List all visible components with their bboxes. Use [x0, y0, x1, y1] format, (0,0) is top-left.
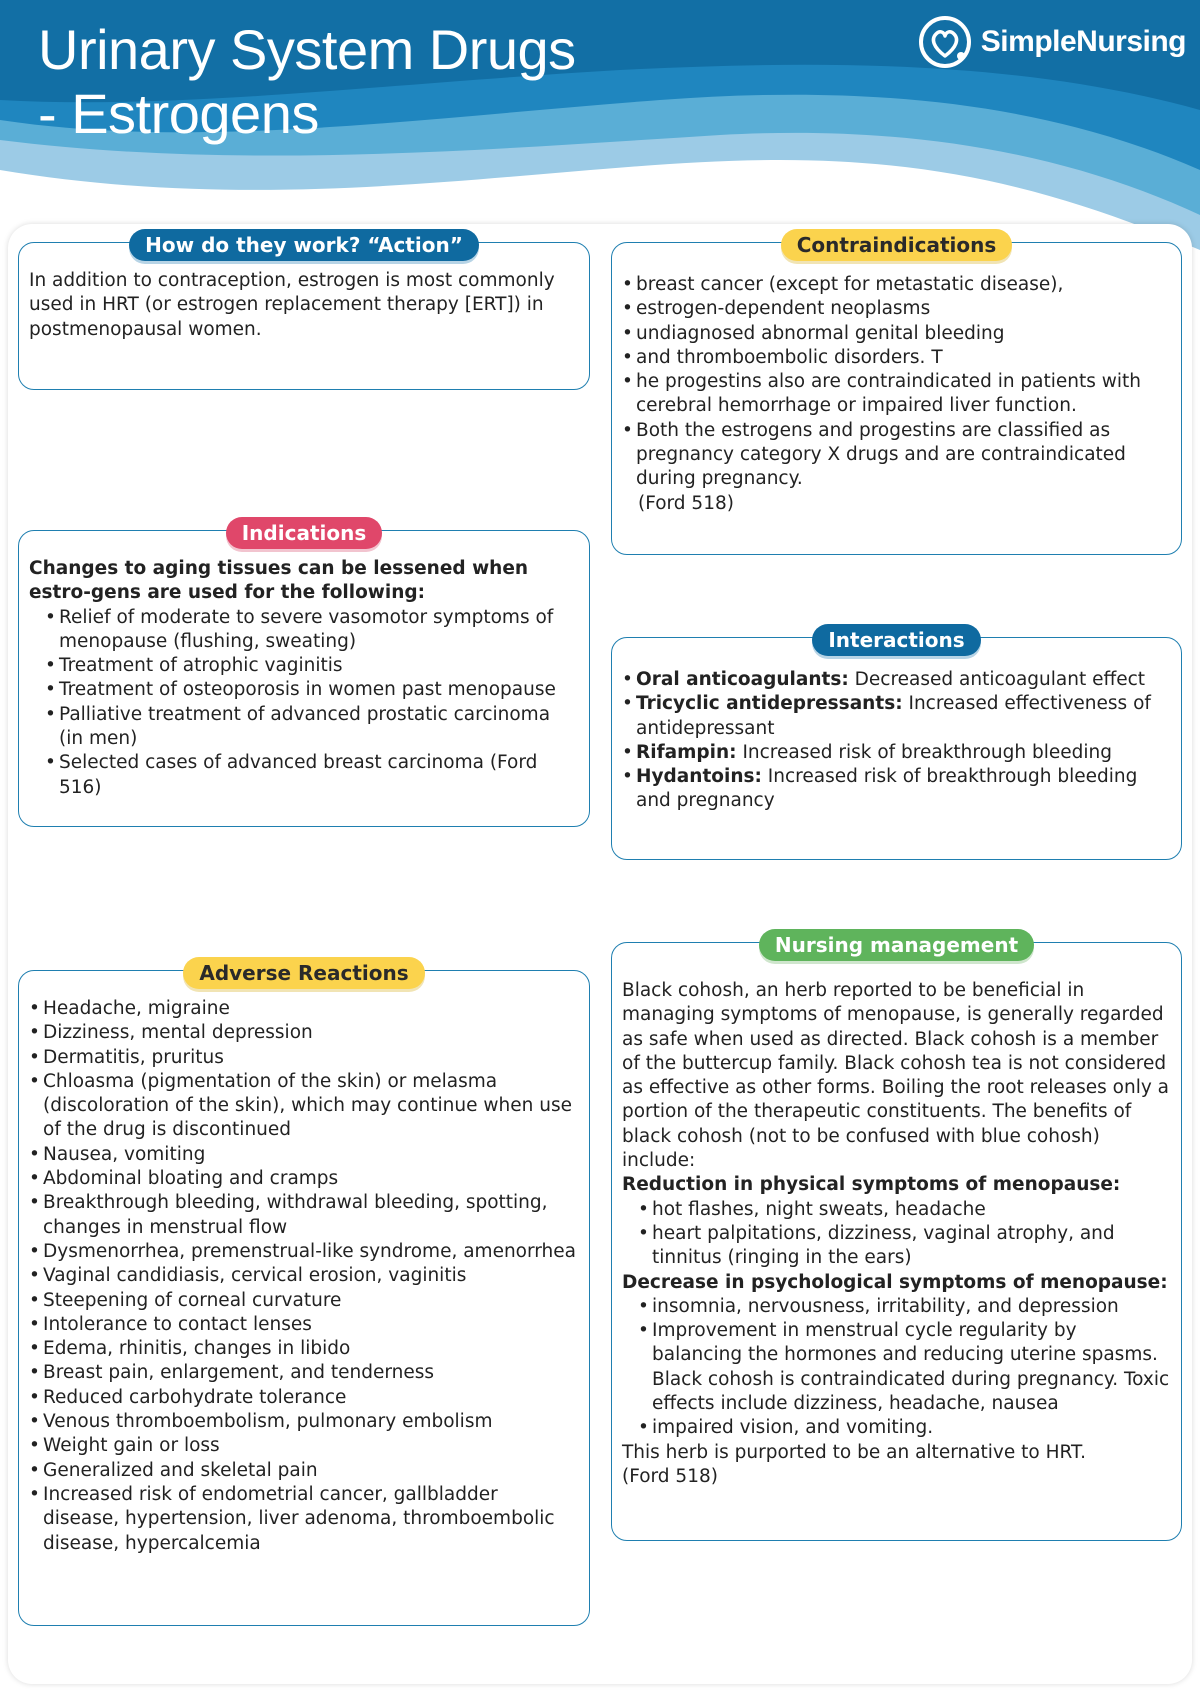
list-item: • Selected cases of advanced breast carcinoma (Ford 516) — [45, 751, 579, 800]
page-title-line1: Urinary System Drugs — [38, 18, 576, 81]
drug-effect: Decreased anticoagulant effect — [848, 669, 1146, 690]
physical-list — [622, 1198, 1171, 1271]
list-item: • Intolerance to contact lenses — [29, 1313, 579, 1337]
list-item: • breast cancer (except for metastatic disease), — [622, 273, 1171, 297]
card-action — [18, 233, 590, 390]
page-title-line2: - Estrogens — [38, 82, 319, 145]
drug-name: Hydantoins: — [636, 766, 762, 788]
list-item: • Steepening of corneal curvature — [29, 1289, 579, 1313]
list-item — [622, 692, 1171, 741]
list-item: • Improvement in menstrual cycle regularity by balancing the hormones and reducing uterine spasms. Black cohosh is contraindicated during pregnancy. Toxic effects include dizziness, headache, nausea — [638, 1319, 1171, 1416]
list-item: • hot flashes, night sweats, headache — [638, 1198, 1171, 1222]
card-adverse-reactions — [18, 961, 590, 1626]
drug-effect: Increased effectiveness of antidepressant — [636, 693, 1151, 739]
card-nursing-management — [611, 933, 1182, 1541]
list-item: • Vaginal candidiasis, cervical erosion, vaginitis — [29, 1264, 579, 1288]
list-item — [622, 668, 1171, 692]
list-item — [622, 741, 1171, 765]
list-item: • Headache, migraine — [29, 997, 579, 1021]
list-item: • Chloasma (pigmentation of the skin) or melasma (discoloration of the skin), which may continue when use of the drug is discontinued — [29, 1070, 579, 1143]
drug-name: Tricyclic antidepressants: — [636, 693, 903, 715]
physical-heading: Reduction in physical symptoms of menopause: — [622, 1174, 1121, 1196]
list-item: • Dermatitis, pruritus — [29, 1046, 579, 1070]
brand-name: SimpleNursing — [980, 25, 1186, 58]
drug-name: Oral anticoagulants: — [636, 669, 849, 690]
card-contraindications — [611, 233, 1182, 555]
list-item: • Relief of moderate to severe vasomotor symptoms of menopause (flushing, sweating) — [45, 606, 579, 655]
contraindications-list — [622, 273, 1171, 492]
heading-action: How do they work? “Action” — [129, 229, 479, 261]
list-item: • Generalized and skeletal pain — [29, 1459, 579, 1483]
list-item: • Reduced carbohydrate tolerance — [29, 1386, 579, 1410]
card-indications — [18, 521, 590, 827]
source-citation: (Ford 518) — [622, 1465, 718, 1487]
indications-intro: Changes to aging tissues can be lessened when estro-gens are used for the following: — [29, 558, 529, 604]
list-item: • Edema, rhinitis, changes in libido — [29, 1337, 579, 1361]
list-item: • heart palpitations, dizziness, vaginal atrophy, and tinnitus (ringing in the ears) — [638, 1222, 1171, 1271]
list-item: • he progestins also are contraindicated in patients with cerebral hemorrhage or impaired liver function. — [622, 370, 1171, 419]
card-interactions — [611, 628, 1182, 860]
page-title — [38, 18, 576, 146]
list-item: • Both the estrogens and progestins are classified as pregnancy category X drugs and are contraindicated during pregnancy. — [622, 419, 1171, 492]
list-item: • Dizziness, mental depression — [29, 1021, 579, 1045]
list-item: • Treatment of osteoporosis in women past menopause — [45, 678, 579, 702]
list-item: • estrogen-dependent neoplasms — [622, 297, 1171, 321]
stethoscope-heart-icon — [917, 14, 973, 70]
list-item: • Treatment of atrophic vaginitis — [45, 654, 579, 678]
psych-heading: Decrease in psychological symptoms of menopause: — [622, 1271, 1168, 1293]
drug-name: Rifampin: — [636, 741, 737, 763]
drug-effect: Increased risk of breakthrough bleeding — [736, 741, 1112, 763]
action-text: In addition to contraception, estrogen is most commonly used in HRT (or estrogen replacement therapy [ERT]) in postmenopausal women. — [29, 270, 555, 340]
brand-logo — [917, 14, 1186, 70]
list-item: • Abdominal bloating and cramps — [29, 1167, 579, 1191]
heading-indications: Indications — [226, 517, 383, 549]
list-item: • Breakthrough bleeding, withdrawal bleeding, spotting, changes in menstrual flow — [29, 1191, 579, 1240]
heading-adverse-reactions: Adverse Reactions — [183, 957, 424, 989]
list-item: • undiagnosed abnormal genital bleeding — [622, 322, 1171, 346]
list-item: • Nausea, vomiting — [29, 1143, 579, 1167]
list-item: • Palliative treatment of advanced prostatic carcinoma (in men) — [45, 703, 579, 752]
heading-nursing-management: Nursing management — [759, 929, 1034, 961]
interactions-list — [622, 668, 1171, 814]
list-item: • Venous thromboembolism, pulmonary embolism — [29, 1410, 579, 1434]
list-item — [622, 765, 1171, 814]
indications-list — [29, 606, 579, 800]
list-item: • Dysmenorrhea, premenstrual-like syndrome, amenorrhea — [29, 1240, 579, 1264]
nursing-intro: Black cohosh, an herb reported to be beneficial in managing symptoms of menopause, is generally regarded as safe when used as directed. Black cohosh is a member of the buttercup family. Black cohosh tea is not considered as effective as other forms. Boiling the root releases only a portion of the therapeutic constituents. The benefits of black cohosh (not to be confused with blue cohosh) include: — [622, 980, 1170, 1172]
heading-interactions: Interactions — [812, 624, 980, 656]
source-citation: (Ford 518) — [638, 492, 734, 514]
heading-contraindications: Contraindications — [781, 229, 1013, 261]
list-item: • Increased risk of endometrial cancer, gallbladder disease, hypertension, liver adenoma, thromboembolic disease, hypercalcemia — [29, 1483, 579, 1556]
list-item: • and thromboembolic disorders. T — [622, 346, 1171, 370]
psych-list — [622, 1295, 1171, 1441]
nursing-closing: This herb is purported to be an alternative to HRT. — [622, 1441, 1086, 1463]
list-item: • Breast pain, enlargement, and tenderness — [29, 1361, 579, 1385]
drug-effect: Increased risk of breakthrough bleeding and pregnancy — [636, 766, 1138, 812]
list-item: • Weight gain or loss — [29, 1434, 579, 1458]
list-item: • impaired vision, and vomiting. — [638, 1416, 1171, 1440]
list-item: • insomnia, nervousness, irritability, and depression — [638, 1295, 1171, 1319]
adverse-list — [29, 997, 579, 1556]
